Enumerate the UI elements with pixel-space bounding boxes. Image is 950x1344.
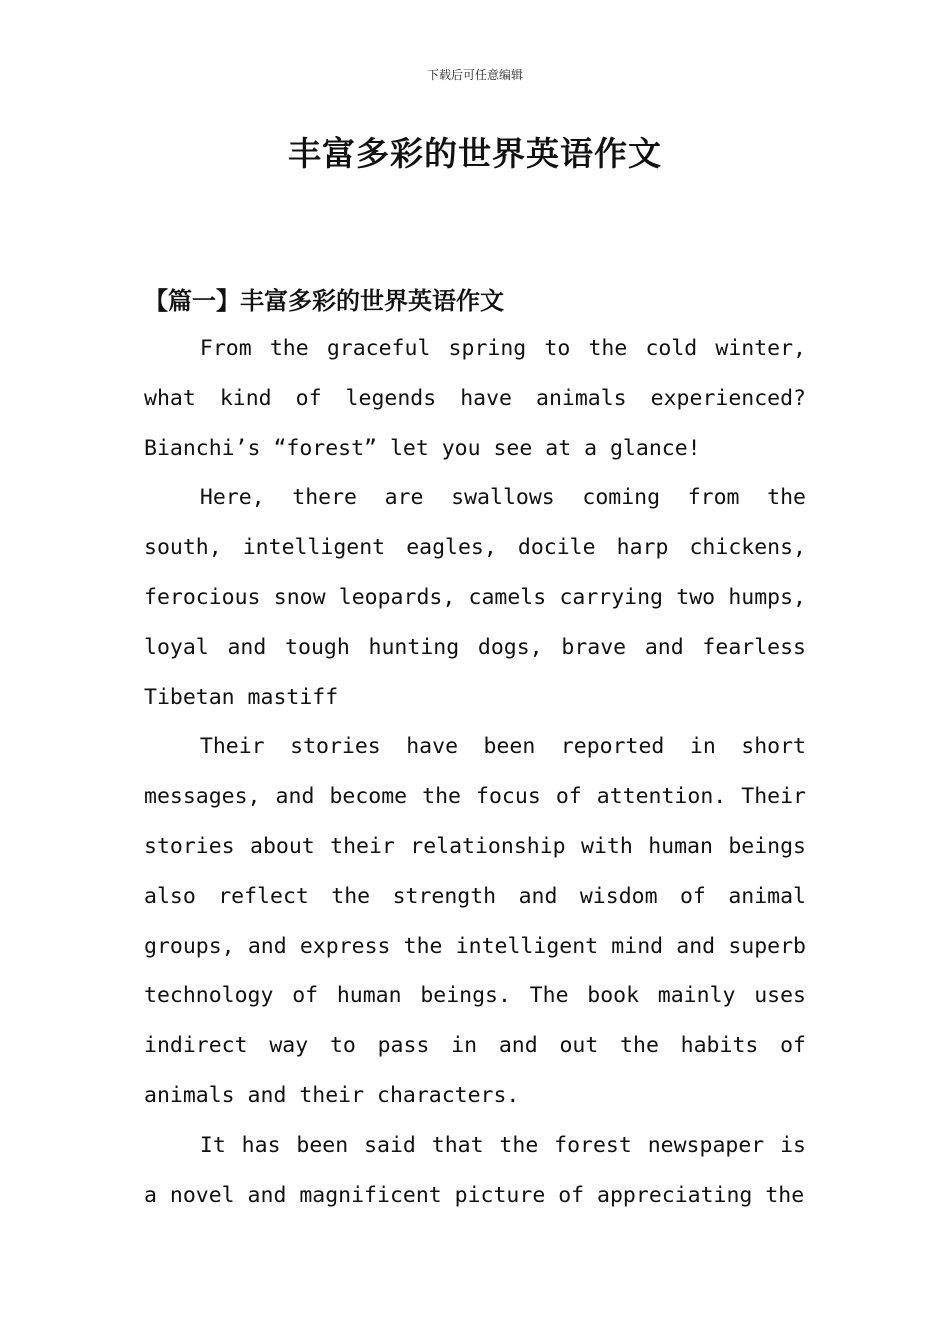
paragraph-2: Here, there are swallows coming from the south, intelligent eagles, docile harp chickens, ferocious snow leopards, camels carrying two humps, loyal and tough hunting dogs, brave and fearless Tibetan mastiff <box>144 485 806 710</box>
essay-body <box>144 324 806 1220</box>
section-heading: 【篇一】丰富多彩的世界英语作文 <box>144 286 504 315</box>
page-title: 丰富多彩的世界英语作文 <box>288 134 662 173</box>
paragraph-1: From the graceful spring to the cold winter, what kind of legends have animals experienced? Bianchi’s “forest” let you see at a glance! <box>144 336 806 461</box>
paragraph-4: It has been said that the forest newspaper is a novel and magnificent picture of appreciating the <box>144 1132 806 1208</box>
header-note: 下载后可任意编辑 <box>426 68 523 82</box>
paragraph-3: Their stories have been reported in short messages, and become the focus of attention. Their stories about their relationship with human beings also reflect the strength and wisdom of animal groups, and express the intelligent mind and superb technology of human beings. The book mainly uses indirect way to pass in and out the habits of animals and their characters. <box>144 734 806 1108</box>
